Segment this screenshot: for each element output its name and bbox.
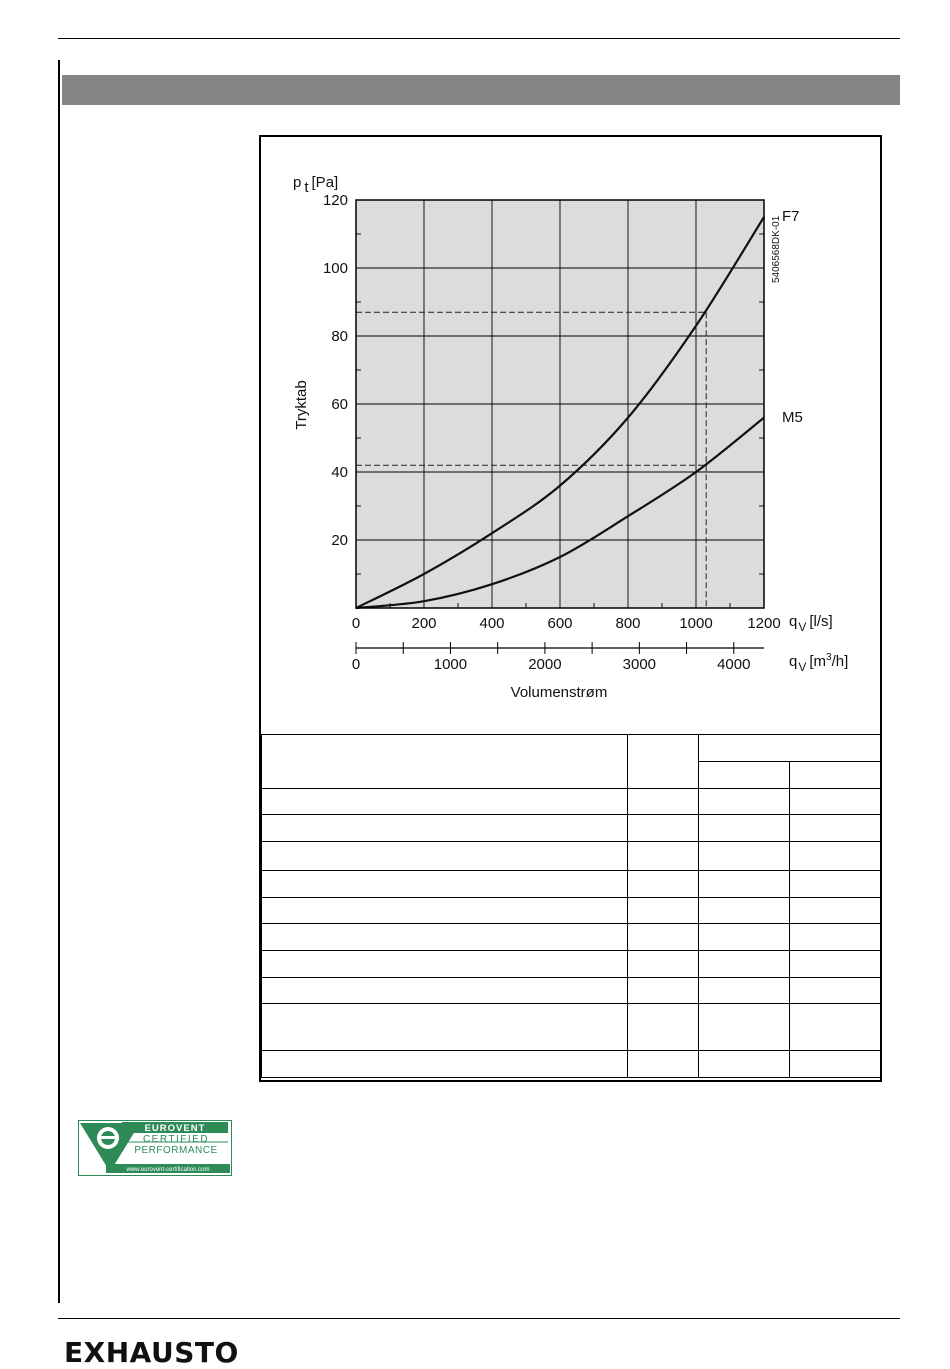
y-axis-title: Tryktab: [293, 380, 310, 430]
table-row: [262, 842, 881, 871]
section-header-bar: [62, 75, 900, 105]
table-row: [262, 1051, 881, 1078]
table-cell: [262, 871, 628, 898]
svg-text:www.eurovent-certification.com: www.eurovent-certification.com: [126, 1167, 210, 1173]
table-cell: [262, 815, 628, 842]
secondary-x-tick-label: 3000: [622, 656, 657, 673]
y-tick-label: 80: [331, 328, 348, 345]
x-axis-unit: $q_V$ [l/s]: [789, 613, 833, 634]
table-cell: [628, 1004, 699, 1051]
table-row: [262, 924, 881, 951]
table-cell: [790, 871, 881, 898]
table-cell: [262, 1004, 628, 1051]
spec-table: [261, 734, 881, 1078]
y-axis-unit: p t [Pa]: [293, 174, 339, 196]
header-rule: [58, 38, 900, 39]
secondary-x-tick-label: 4000: [717, 656, 751, 673]
table-cell: [262, 1051, 628, 1078]
table-row: [262, 951, 881, 978]
table-cell: [262, 789, 628, 815]
table-cell: [628, 842, 699, 871]
table-cell: [262, 842, 628, 871]
table-cell: [628, 871, 699, 898]
table-cell: [790, 924, 881, 951]
x-axis-title: Volumenstrøm: [510, 684, 608, 701]
y-tick-label: 20: [331, 532, 348, 549]
x-tick-label: 800: [615, 615, 641, 632]
svg-text:PERFORMANCE: PERFORMANCE: [134, 1145, 218, 1156]
eurovent-certified-performance-logo: [78, 1120, 232, 1176]
table-cell: [262, 978, 628, 1004]
figure-code: 5406568DK-01: [771, 215, 782, 283]
table-cell: [699, 951, 790, 978]
x-tick-label: 1200: [747, 615, 781, 632]
table-cell: [628, 789, 699, 815]
table-cell: [628, 924, 699, 951]
table-cell: [262, 735, 628, 789]
y-tick-label: 60: [331, 396, 348, 413]
table-cell: [262, 951, 628, 978]
table-cell: [628, 898, 699, 924]
table-cell: [262, 898, 628, 924]
table-row: [262, 815, 881, 842]
table-row: [262, 871, 881, 898]
secondary-x-tick-label: 2000: [528, 656, 562, 673]
table-cell: [790, 951, 881, 978]
table-cell: [699, 978, 790, 1004]
table-row: [262, 1004, 881, 1051]
table-cell: [699, 789, 790, 815]
svg-text:EUROVENT: EUROVENT: [144, 1123, 206, 1134]
secondary-x-axis-unit: $q_V$ $[m^3/h]$: [789, 652, 849, 674]
secondary-x-tick-label: 0: [351, 656, 361, 673]
table-cell: [699, 735, 881, 762]
svg-text:CERTIFIED: CERTIFIED: [142, 1134, 210, 1145]
table-cell: [262, 924, 628, 951]
table-cell: [699, 898, 790, 924]
x-tick-label: 200: [411, 615, 437, 632]
table-cell: [790, 978, 881, 1004]
table-cell: [699, 1004, 790, 1051]
x-tick-label: 400: [479, 615, 505, 632]
table-cell: [790, 762, 881, 789]
secondary-x-tick-label: 1000: [433, 656, 468, 673]
left-margin-rule: [58, 60, 60, 1303]
footer-rule: [58, 1318, 900, 1319]
table-cell: [699, 1051, 790, 1078]
y-tick-label: 40: [331, 464, 348, 481]
table-cell: [699, 871, 790, 898]
table-cell: [699, 842, 790, 871]
table-header-row: [262, 735, 881, 762]
table-row: [262, 898, 881, 924]
table-row: [262, 978, 881, 1004]
chart-panel: [259, 135, 882, 1082]
table-cell: [628, 815, 699, 842]
table-cell: [628, 951, 699, 978]
table-cell: [699, 815, 790, 842]
x-tick-labels: [352, 615, 781, 632]
x-tick-label: 1000: [679, 615, 713, 632]
series-label-m5: M5: [782, 409, 803, 426]
x-tick-label: 600: [547, 615, 573, 632]
table-cell: [628, 735, 699, 789]
series-label-f7: F7: [782, 208, 800, 225]
y-tick-label: 100: [322, 260, 348, 277]
table-cell: [790, 898, 881, 924]
table-cell: [628, 1051, 699, 1078]
y-tick-labels: [323, 192, 348, 549]
table-cell: [699, 762, 790, 789]
table-row: [262, 789, 881, 815]
table-cell: [790, 1004, 881, 1051]
table-cell: [628, 978, 699, 1004]
table-cell: [699, 924, 790, 951]
table-cell: [790, 842, 881, 871]
secondary-x-tick-labels: [352, 642, 751, 673]
x-tick-label: 0: [351, 615, 361, 632]
pressure-drop-chart: [261, 137, 880, 734]
table-cell: [790, 789, 881, 815]
y-tick-label: 120: [322, 192, 348, 209]
table-cell: [790, 815, 881, 842]
exhausto-logo: EXHAUSTO: [64, 1336, 239, 1369]
table-cell: [790, 1051, 881, 1078]
